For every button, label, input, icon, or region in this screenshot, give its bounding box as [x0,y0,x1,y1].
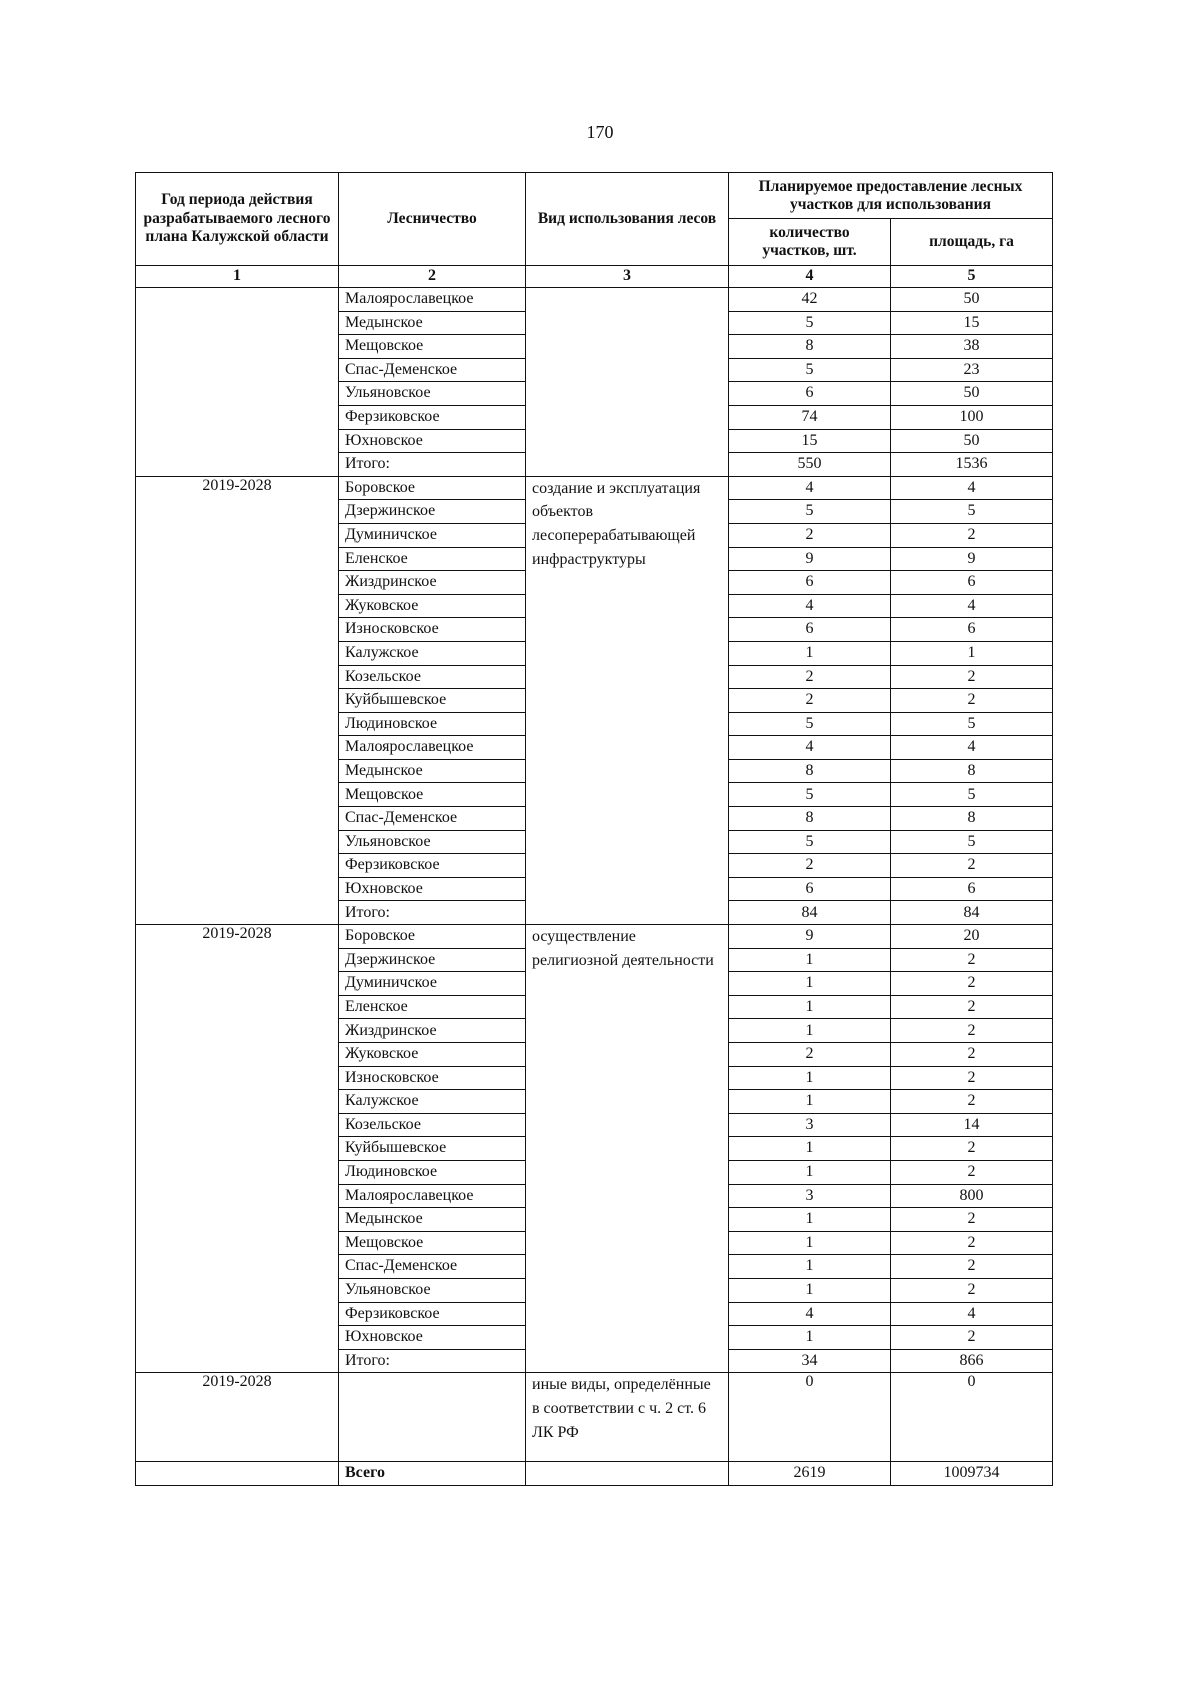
forestry-cell: Куйбышевское [339,1137,526,1161]
year-period-cell [136,288,339,477]
forestry-cell: Малоярославецкое [339,288,526,312]
plot-count-cell: 6 [729,382,891,406]
year-period-cell: 2019-2028 [136,476,339,924]
forestry-cell: Людиновское [339,1160,526,1184]
column-number-1: 1 [136,266,339,288]
plot-count-cell: 1 [729,995,891,1019]
plot-count-cell: 5 [729,358,891,382]
area-cell: 15 [891,311,1053,335]
header-year-period: Год периода действия разрабатываемого лесного плана Калужской области [136,173,339,266]
area-cell: 100 [891,405,1053,429]
table-row [136,288,1053,312]
column-number-4: 4 [729,266,891,288]
total-empty-cell [136,1462,339,1486]
plot-count-cell: 5 [729,830,891,854]
plot-count-cell: 8 [729,759,891,783]
header-forestry: Лесничество [339,173,526,266]
column-number-5: 5 [891,266,1053,288]
area-cell: 866 [891,1349,1053,1373]
forestry-cell: Боровское [339,925,526,949]
usage-kind-text: осуществление религиозной деятельности [532,928,714,969]
column-number-2: 2 [339,266,526,288]
area-cell: 2 [891,1066,1053,1090]
forestry-cell: Мещовское [339,1231,526,1255]
forestry-cell: Итого: [339,1349,526,1373]
plot-count-cell: 42 [729,288,891,312]
area-cell: 1536 [891,453,1053,477]
plot-count-cell: 1 [729,1278,891,1302]
plot-count-cell: 5 [729,500,891,524]
forestry-cell: Ульяновское [339,1278,526,1302]
area-cell: 6 [891,571,1053,595]
plot-count-cell: 34 [729,1349,891,1373]
plot-count-cell: 550 [729,453,891,477]
area-cell: 50 [891,429,1053,453]
total-empty-cell [526,1462,729,1486]
plot-count-cell: 1 [729,948,891,972]
header-area: площадь, га [891,219,1053,266]
header-plot-count: количество участков, шт. [729,219,891,266]
area-cell: 2 [891,995,1053,1019]
area-cell: 4 [891,736,1053,760]
plot-count-cell: 2 [729,689,891,713]
column-number-3: 3 [526,266,729,288]
area-cell: 5 [891,712,1053,736]
plot-count-cell: 5 [729,311,891,335]
forestry-cell: Медынское [339,759,526,783]
plot-count-cell: 4 [729,476,891,500]
forestry-cell: Дзержинское [339,948,526,972]
plot-count-cell: 5 [729,712,891,736]
table-row [136,925,1053,949]
forestry-cell: Ульяновское [339,382,526,406]
forestry-cell: Жуковское [339,1043,526,1067]
plot-count-cell: 6 [729,571,891,595]
table-row [136,1373,1053,1462]
area-cell: 20 [891,925,1053,949]
plot-count-cell: 0 [729,1373,891,1462]
forestry-cell: Козельское [339,1113,526,1137]
area-cell: 4 [891,476,1053,500]
plot-count-cell: 74 [729,405,891,429]
total-count: 2619 [729,1462,891,1486]
plot-count-cell: 3 [729,1184,891,1208]
forestry-cell: Спас-Деменское [339,807,526,831]
area-cell: 2 [891,972,1053,996]
area-cell: 14 [891,1113,1053,1137]
area-cell: 2 [891,1019,1053,1043]
usage-kind-cell [526,476,729,924]
area-cell: 23 [891,358,1053,382]
usage-kind-cell [526,925,729,1373]
plot-count-cell: 6 [729,877,891,901]
plot-count-cell: 5 [729,783,891,807]
plot-count-cell: 1 [729,1066,891,1090]
area-cell: 1 [891,641,1053,665]
plot-count-cell: 3 [729,1113,891,1137]
forestry-cell: Ферзиковское [339,1302,526,1326]
forestry-cell: Жиздринское [339,571,526,595]
forestry-cell: Итого: [339,453,526,477]
forest-plots-table [135,172,1053,1486]
forestry-cell: Износковское [339,1066,526,1090]
forestry-cell: Мещовское [339,335,526,359]
area-cell: 38 [891,335,1053,359]
plot-count-cell: 15 [729,429,891,453]
area-cell: 5 [891,830,1053,854]
forestry-cell: Итого: [339,901,526,925]
area-cell: 6 [891,618,1053,642]
area-cell: 2 [891,689,1053,713]
area-cell: 8 [891,759,1053,783]
table-row [136,476,1053,500]
page-number: 170 [586,122,614,142]
plot-count-cell: 4 [729,594,891,618]
forestry-cell: Спас-Деменское [339,358,526,382]
plot-count-cell: 2 [729,523,891,547]
forestry-cell: Медынское [339,311,526,335]
forestry-cell: Юхновское [339,877,526,901]
plot-count-cell: 8 [729,807,891,831]
area-cell: 50 [891,382,1053,406]
plot-count-cell: 1 [729,1326,891,1350]
forestry-cell: Жуковское [339,594,526,618]
forestry-cell [339,1373,526,1462]
plot-count-cell: 6 [729,618,891,642]
plot-count-cell: 84 [729,901,891,925]
usage-kind-text: иные виды, определённые в соответствии с ч. 2 ст. 6 ЛК РФ [532,1376,711,1441]
area-cell: 2 [891,523,1053,547]
usage-kind-cell [526,288,729,477]
forestry-cell: Малоярославецкое [339,1184,526,1208]
forestry-cell: Износковское [339,618,526,642]
plot-count-cell: 4 [729,1302,891,1326]
forestry-cell: Людиновское [339,712,526,736]
plot-count-cell: 1 [729,641,891,665]
plot-count-cell: 1 [729,1160,891,1184]
area-cell: 0 [891,1373,1053,1462]
plot-count-cell: 1 [729,1208,891,1232]
forestry-cell: Еленское [339,547,526,571]
usage-kind-text: создание и эксплуатация объектов лесоперерабатывающей инфраструктуры [532,479,701,568]
forestry-cell: Юхновское [339,1326,526,1350]
forestry-cell: Ульяновское [339,830,526,854]
plot-count-cell: 2 [729,854,891,878]
forestry-cell: Козельское [339,665,526,689]
total-area: 1009734 [891,1462,1053,1486]
plot-count-cell: 1 [729,1019,891,1043]
area-cell: 2 [891,1231,1053,1255]
forestry-cell: Калужское [339,1090,526,1114]
plot-count-cell: 1 [729,1090,891,1114]
plot-count-cell: 8 [729,335,891,359]
plot-count-cell: 9 [729,925,891,949]
forestry-cell: Куйбышевское [339,689,526,713]
area-cell: 2 [891,1043,1053,1067]
forestry-cell: Спас-Деменское [339,1255,526,1279]
forestry-cell: Малоярославецкое [339,736,526,760]
header-usage-kind: Вид использования лесов [526,173,729,266]
area-cell: 2 [891,1160,1053,1184]
forestry-cell: Думиничское [339,972,526,996]
plot-count-cell: 1 [729,1231,891,1255]
area-cell: 5 [891,783,1053,807]
forestry-cell: Жиздринское [339,1019,526,1043]
area-cell: 2 [891,1255,1053,1279]
forestry-cell: Ферзиковское [339,854,526,878]
area-cell: 800 [891,1184,1053,1208]
area-cell: 2 [891,665,1053,689]
year-period-cell: 2019-2028 [136,1373,339,1462]
plot-count-cell: 1 [729,1255,891,1279]
area-cell: 2 [891,1090,1053,1114]
area-cell: 2 [891,1137,1053,1161]
forestry-cell: Еленское [339,995,526,1019]
total-label: Всего [339,1462,526,1486]
area-cell: 2 [891,1326,1053,1350]
forestry-cell: Дзержинское [339,500,526,524]
forestry-cell: Боровское [339,476,526,500]
area-cell: 6 [891,877,1053,901]
area-cell: 8 [891,807,1053,831]
plot-count-cell: 1 [729,1137,891,1161]
year-period-cell: 2019-2028 [136,925,339,1373]
header-planned-provision: Планируемое предоставление лесных участков для использования [729,173,1053,219]
forestry-cell: Калужское [339,641,526,665]
plot-count-cell: 9 [729,547,891,571]
area-cell: 4 [891,594,1053,618]
forestry-cell: Мещовское [339,783,526,807]
area-cell: 5 [891,500,1053,524]
area-cell: 9 [891,547,1053,571]
area-cell: 4 [891,1302,1053,1326]
plot-count-cell: 2 [729,1043,891,1067]
area-cell: 50 [891,288,1053,312]
plot-count-cell: 1 [729,972,891,996]
forestry-cell: Думиничское [339,523,526,547]
plot-count-cell: 4 [729,736,891,760]
total-row [136,1462,1053,1486]
area-cell: 2 [891,948,1053,972]
forestry-cell: Ферзиковское [339,405,526,429]
forestry-cell: Медынское [339,1208,526,1232]
plot-count-cell: 2 [729,665,891,689]
table-body [136,288,1053,1486]
area-cell: 2 [891,854,1053,878]
area-cell: 2 [891,1278,1053,1302]
area-cell: 84 [891,901,1053,925]
area-cell: 2 [891,1208,1053,1232]
usage-kind-cell [526,1373,729,1462]
forestry-cell: Юхновское [339,429,526,453]
